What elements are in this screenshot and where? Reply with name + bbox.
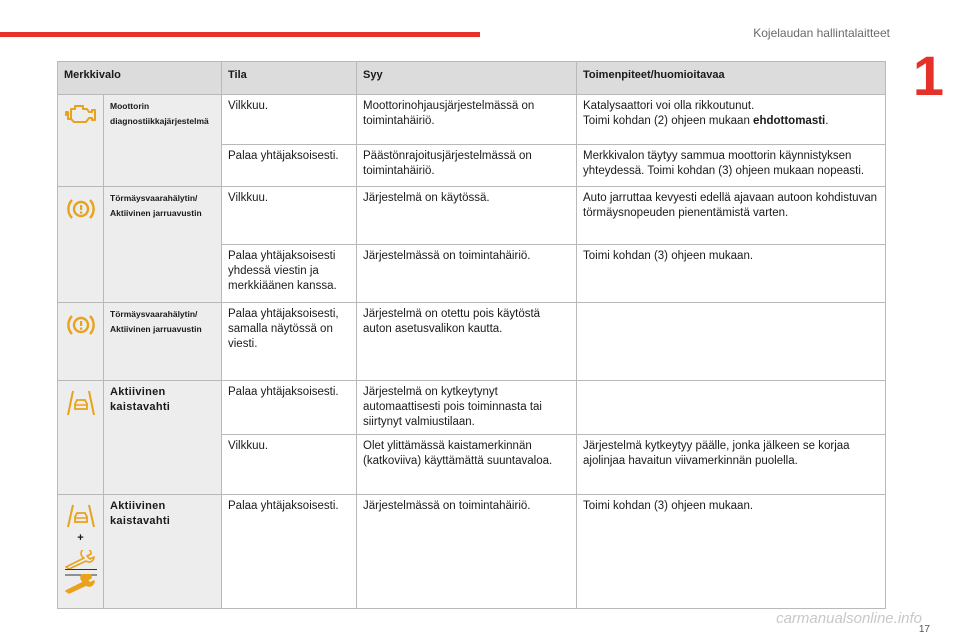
collision-warning-icon-cell [58, 187, 104, 303]
collision-warning-off-icon-cell [58, 303, 104, 381]
engine-icon-cell [58, 95, 104, 187]
cell-tila: Palaa yhtäjaksoisesti. [222, 495, 357, 609]
table-header-row [58, 62, 886, 95]
table-row [58, 95, 886, 145]
lane-keeping-icon [65, 389, 97, 417]
cell-toimenpiteet: Merkkivalon täytyy sammua moottorin käynnistyksen yhteydessä. Toimi kohdan (3) ohjeen mukaan nopeasti. [577, 145, 886, 187]
cell-tila: Vilkkuu. [222, 187, 357, 245]
lane-keeping-service-icon [65, 503, 97, 529]
watermark: carmanualsonline.info [776, 610, 922, 627]
page-header-title: Kojelaudan hallintalaitteet [753, 26, 890, 40]
group-label: Törmäysvaarahälytin/ Aktiivinen jarruavustin [104, 187, 222, 303]
cell-toimenpiteet: Toimi kohdan (3) ohjeen mukaan. [577, 495, 886, 609]
collision-warning-off-icon [65, 311, 97, 339]
cell-tila: Vilkkuu. [222, 95, 357, 145]
warning-lights-table [57, 61, 886, 609]
group-label: Törmäysvaarahälytin/ Aktiivinen jarruavustin [104, 303, 222, 381]
cell-tila: Palaa yhtäjaksoisesti, samalla näytössä on viesti. [222, 303, 357, 381]
column-header-tila: Tila [222, 62, 357, 95]
chapter-number: 1 [912, 44, 944, 107]
page-number: 17 [918, 624, 930, 635]
wrench-outline-icon [64, 550, 98, 570]
cell-syy: Päästönrajoitusjärjestelmässä on toimintahäiriö. [357, 145, 577, 187]
table-row [58, 187, 886, 245]
cell-syy: Järjestelmässä on toimintahäiriö. [357, 245, 577, 303]
lane-keeping-icon-cell [58, 381, 104, 495]
cell-toimenpiteet: Järjestelmä kytkeytyy päälle, jonka jälkeen se korjaa ajolinjaa havaitun viivamerkinnän puolella. [577, 435, 886, 495]
cell-toimenpiteet: Auto jarruttaa kevyesti edellä ajavaan autoon kohdistuvan törmäysnopeuden pienentämistä varten. [577, 187, 886, 245]
cell-tila: Vilkkuu. [222, 435, 357, 495]
table-row [58, 303, 886, 381]
collision-warning-icon [65, 195, 97, 223]
column-header-merkkivalo: Merkkivalo [58, 62, 222, 95]
cell-toimenpiteet: Toimi kohdan (3) ohjeen mukaan. [577, 245, 886, 303]
cell-syy: Järjestelmä on otettu pois käytöstä auton asetusvalikon kautta. [357, 303, 577, 381]
plus-sign: + [77, 532, 84, 544]
group-label: Aktiivinen kaistavahti [104, 495, 222, 609]
cell-syy: Moottorinohjausjärjestelmässä on toimintahäiriö. [357, 95, 577, 145]
cell-toimenpiteet: Katalysaattori voi olla rikkoutunut. Toimi kohdan (2) ohjeen mukaan ehdottomasti. [577, 95, 886, 145]
table-row [58, 381, 886, 435]
cell-toimenpiteet [577, 381, 886, 435]
group-label: Aktiivinen kaistavahti [104, 381, 222, 495]
column-header-toimenpiteet: Toimenpiteet/huomioitavaa [577, 62, 886, 95]
table-row [58, 495, 886, 609]
lane-keeping-service-icon-cell [58, 495, 104, 609]
cell-tila: Palaa yhtäjaksoisesti. [222, 145, 357, 187]
wrench-filled-icon [64, 574, 98, 594]
cell-syy: Järjestelmä on käytössä. [357, 187, 577, 245]
cell-syy: Olet ylittämässä kaistamerkinnän (katkoviiva) käyttämättä suuntavaloa. [357, 435, 577, 495]
header-accent-bar [0, 32, 480, 37]
cell-toimenpiteet [577, 303, 886, 381]
column-header-syy: Syy [357, 62, 577, 95]
cell-tila: Palaa yhtäjaksoisesti yhdessä viestin ja merkkiäänen kanssa. [222, 245, 357, 303]
engine-icon [65, 103, 97, 125]
cell-syy: Järjestelmä on kytkeytynyt automaattisesti pois toiminnasta tai siirtynyt valmiustilaan. [357, 381, 577, 435]
cell-syy: Järjestelmässä on toimintahäiriö. [357, 495, 577, 609]
group-label: Moottorin diagnostiikkajärjestelmä [104, 95, 222, 187]
cell-tila: Palaa yhtäjaksoisesti. [222, 381, 357, 435]
